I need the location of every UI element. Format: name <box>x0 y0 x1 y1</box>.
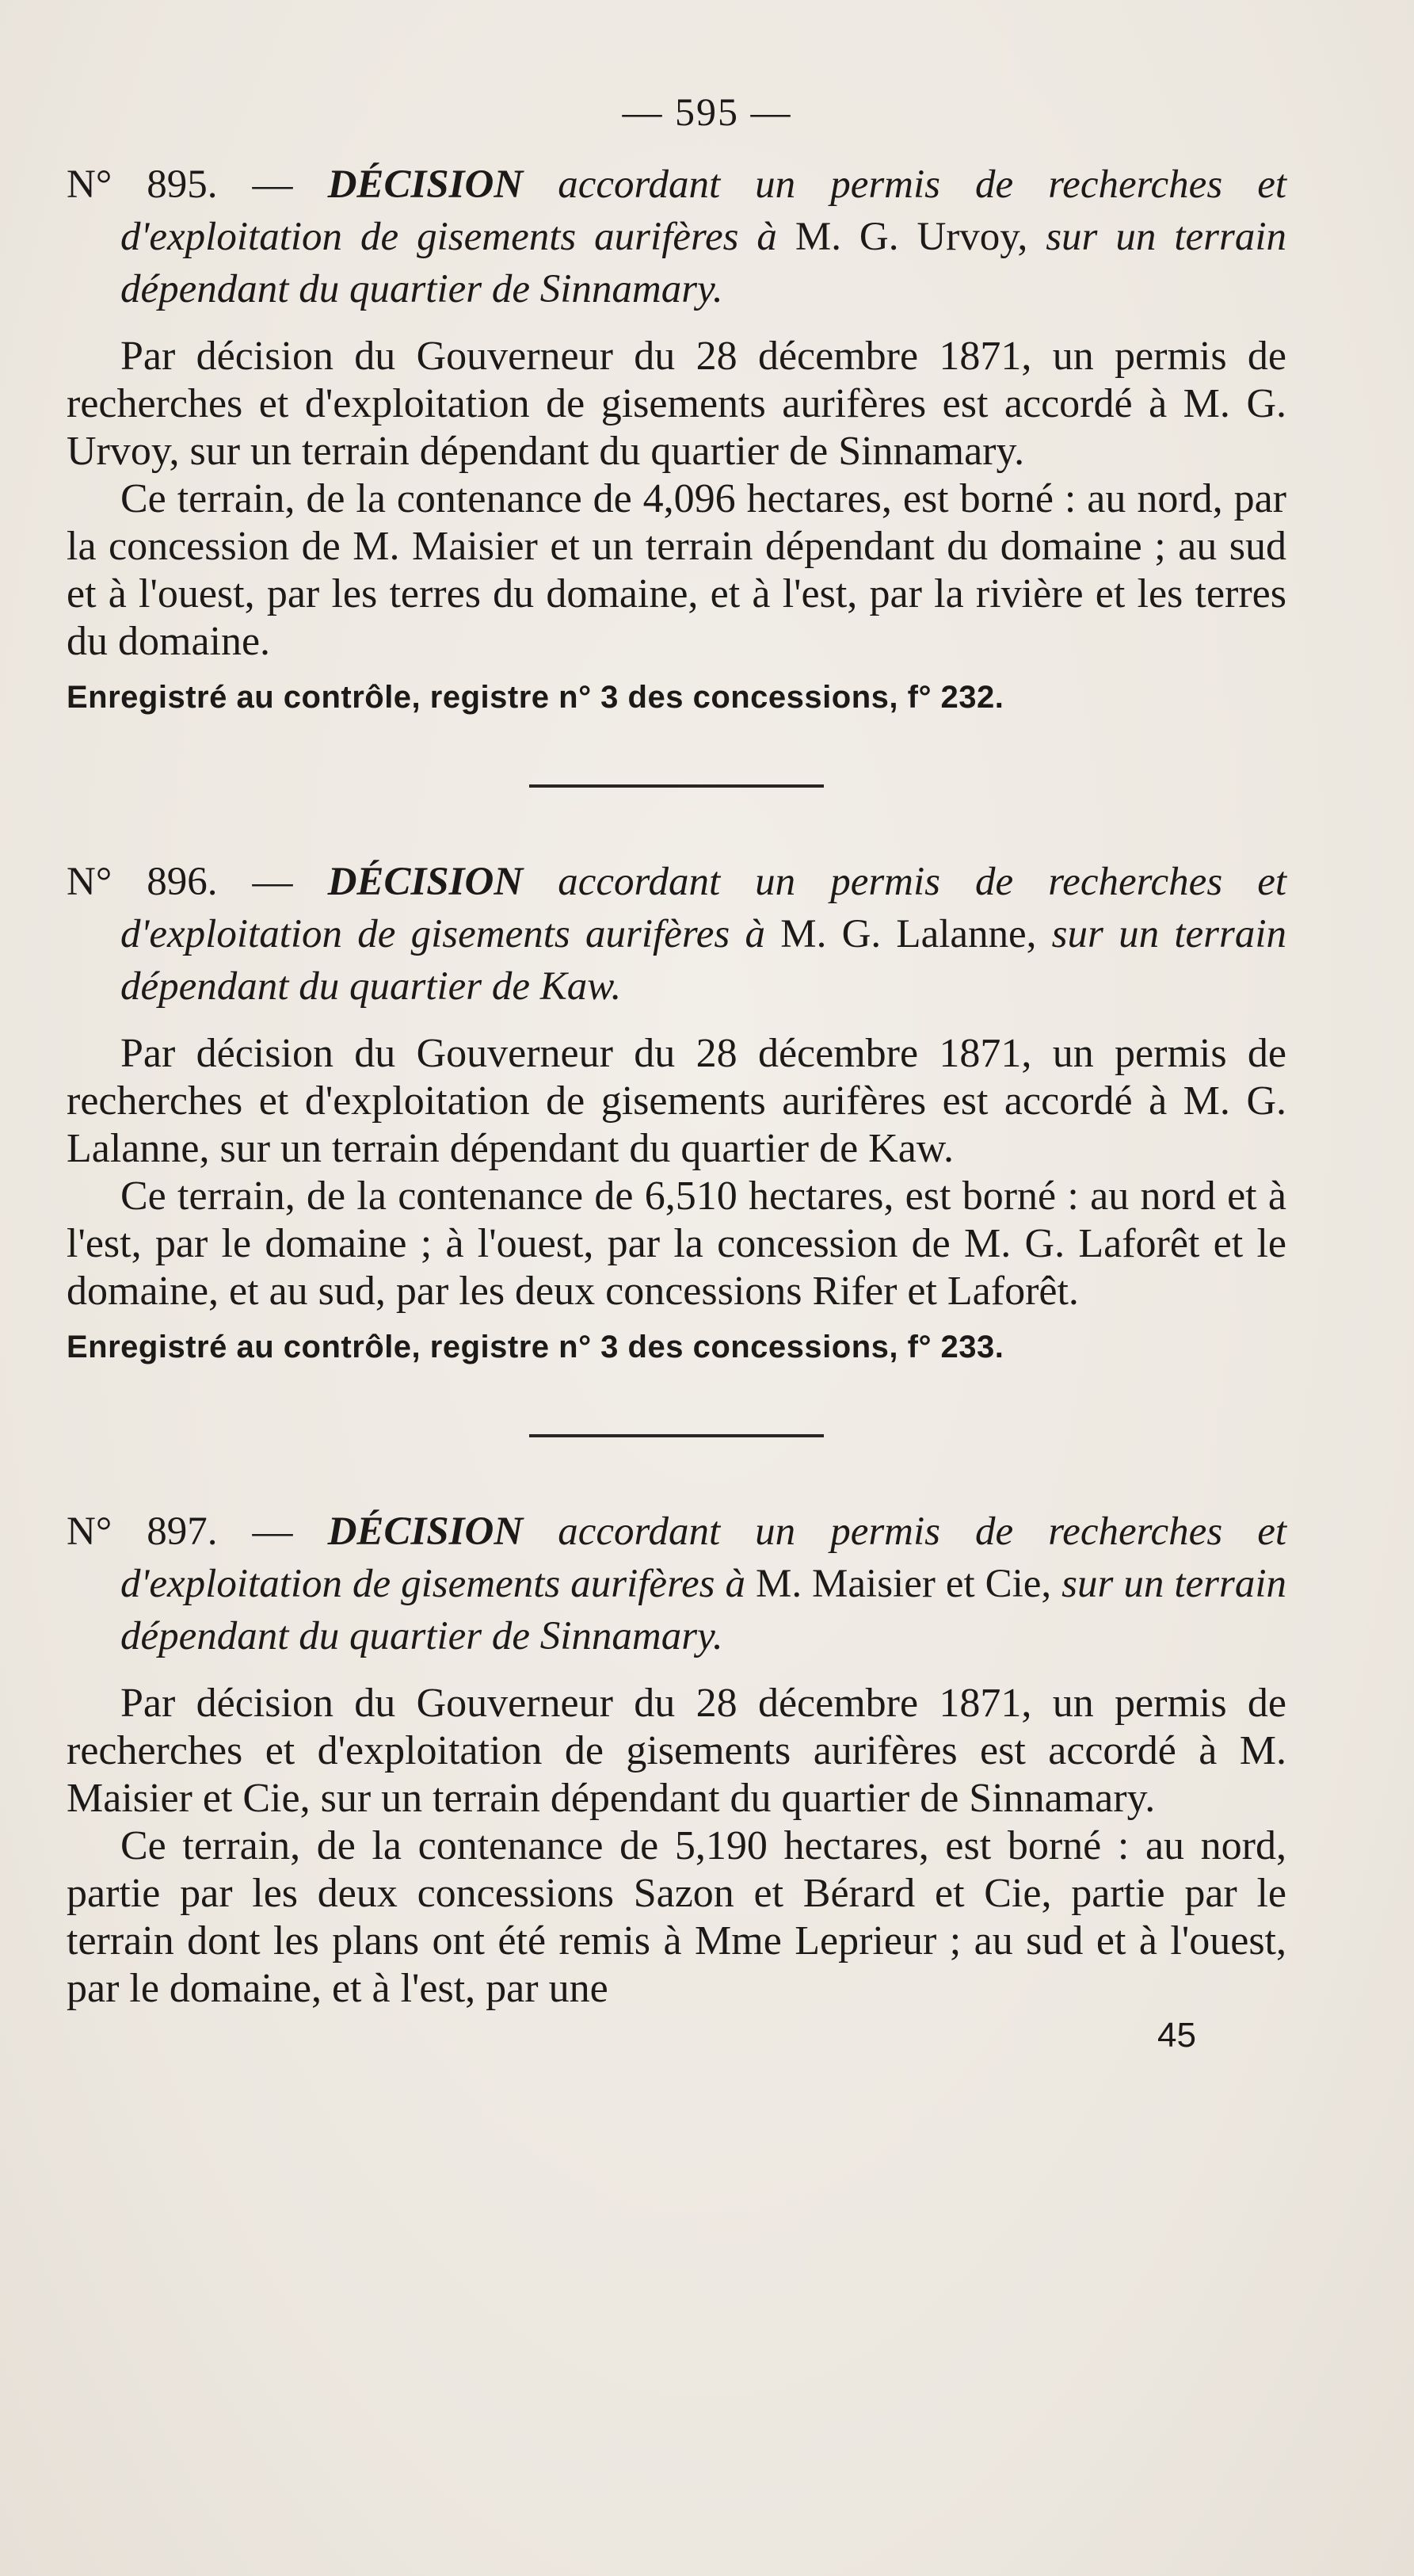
entry-title-text-end: sur un terrain dépendant du quartier de Sinnamary. <box>120 215 1286 311</box>
section-divider <box>529 1434 824 1437</box>
entry-boundary-paragraph: Ce terrain, de la contenance de 6,510 hectares, est borné : au nord et à l'est, par le domaine ; à l'ouest, par la concession de M. G. Laforêt et le domaine, et au sud, par les deux concessions Rifer et Laforêt. <box>67 1174 1286 1314</box>
entry-title <box>67 856 1286 1013</box>
entry-boundary-paragraph: Ce terrain, de la contenance de 5,190 hectares, est borné : au nord, partie par les deux concessions Sazon et Bérard et Cie, partie par le terrain dont les plans ont été remis à Mme Leprieur ; au sud et à l'ouest, par le domaine, et à l'est, par une <box>67 1823 1286 2011</box>
entry-decision-paragraph: Par décision du Gouverneur du 28 décembre 1871, un permis de recherches et d'exploitation de gisements aurifères est accordé à M. G. Urvoy, sur un terrain dépendant du quartier de Sinnamary. <box>67 334 1286 474</box>
entry-title <box>67 158 1286 315</box>
entry-title-text: accordant un permis de recherches et d'exploitation de gisements aurifères à <box>120 1509 1287 1606</box>
entry-title-text-end: sur un terrain dépendant du quartier de Kaw. <box>120 912 1286 1009</box>
entry-title-text: accordant un permis de recherches et d'exploitation de gisements aurifères à <box>120 162 1287 259</box>
entry-boundary-paragraph: Ce terrain, de la contenance de 4,096 hectares, est borné : au nord, par la concession de M. Maisier et un terrain dépendant du domaine ; au sud et à l'ouest, par les terres du domaine, et à l'est, par la rivière et les terres du domaine. <box>67 476 1286 664</box>
entry-number: N° 896. — <box>67 860 328 904</box>
entry-grantee: M. G. Lalanne, <box>780 912 1037 956</box>
entry-registration: Enregistré au contrôle, registre n° 3 des concessions, f° 233. <box>67 1330 1004 1364</box>
entry-keyword: DÉCISION <box>327 162 524 207</box>
page-content <box>67 158 1286 2055</box>
entry-grantee: M. G. Urvoy, <box>795 215 1028 259</box>
entry-keyword: DÉCISION <box>327 1509 524 1554</box>
folio-number: 45 <box>1157 2016 1196 2055</box>
page-header: — 595 — <box>622 90 792 134</box>
entry-number: N° 895. — <box>67 162 328 207</box>
entry-keyword: DÉCISION <box>327 860 524 904</box>
entry-registration: Enregistré au contrôle, registre n° 3 des concessions, f° 232. <box>67 680 1004 715</box>
entry-895 <box>67 158 1286 719</box>
entry-896 <box>67 856 1286 1369</box>
entry-title-text-end: sur un terrain dépendant du quartier de Sinnamary. <box>120 1562 1286 1658</box>
entry-897 <box>67 1506 1286 2013</box>
entry-title <box>67 1506 1286 1662</box>
entry-number: N° 897. — <box>67 1509 328 1554</box>
entry-grantee: M. Maisier et Cie, <box>755 1562 1052 1606</box>
entry-decision-paragraph: Par décision du Gouverneur du 28 décembre 1871, un permis de recherches et d'exploitation de gisements aurifères est accordé à M. Maisier et Cie, sur un terrain dépendant du quartier de Sinnamary. <box>67 1681 1286 1821</box>
section-divider <box>529 784 824 788</box>
entry-title-text: accordant un permis de recherches et d'exploitation de gisements aurifères à <box>120 860 1287 956</box>
entry-decision-paragraph: Par décision du Gouverneur du 28 décembre 1871, un permis de recherches et d'exploitation de gisements aurifères est accordé à M. G. Lalanne, sur un terrain dépendant du quartier de Kaw. <box>67 1031 1286 1171</box>
